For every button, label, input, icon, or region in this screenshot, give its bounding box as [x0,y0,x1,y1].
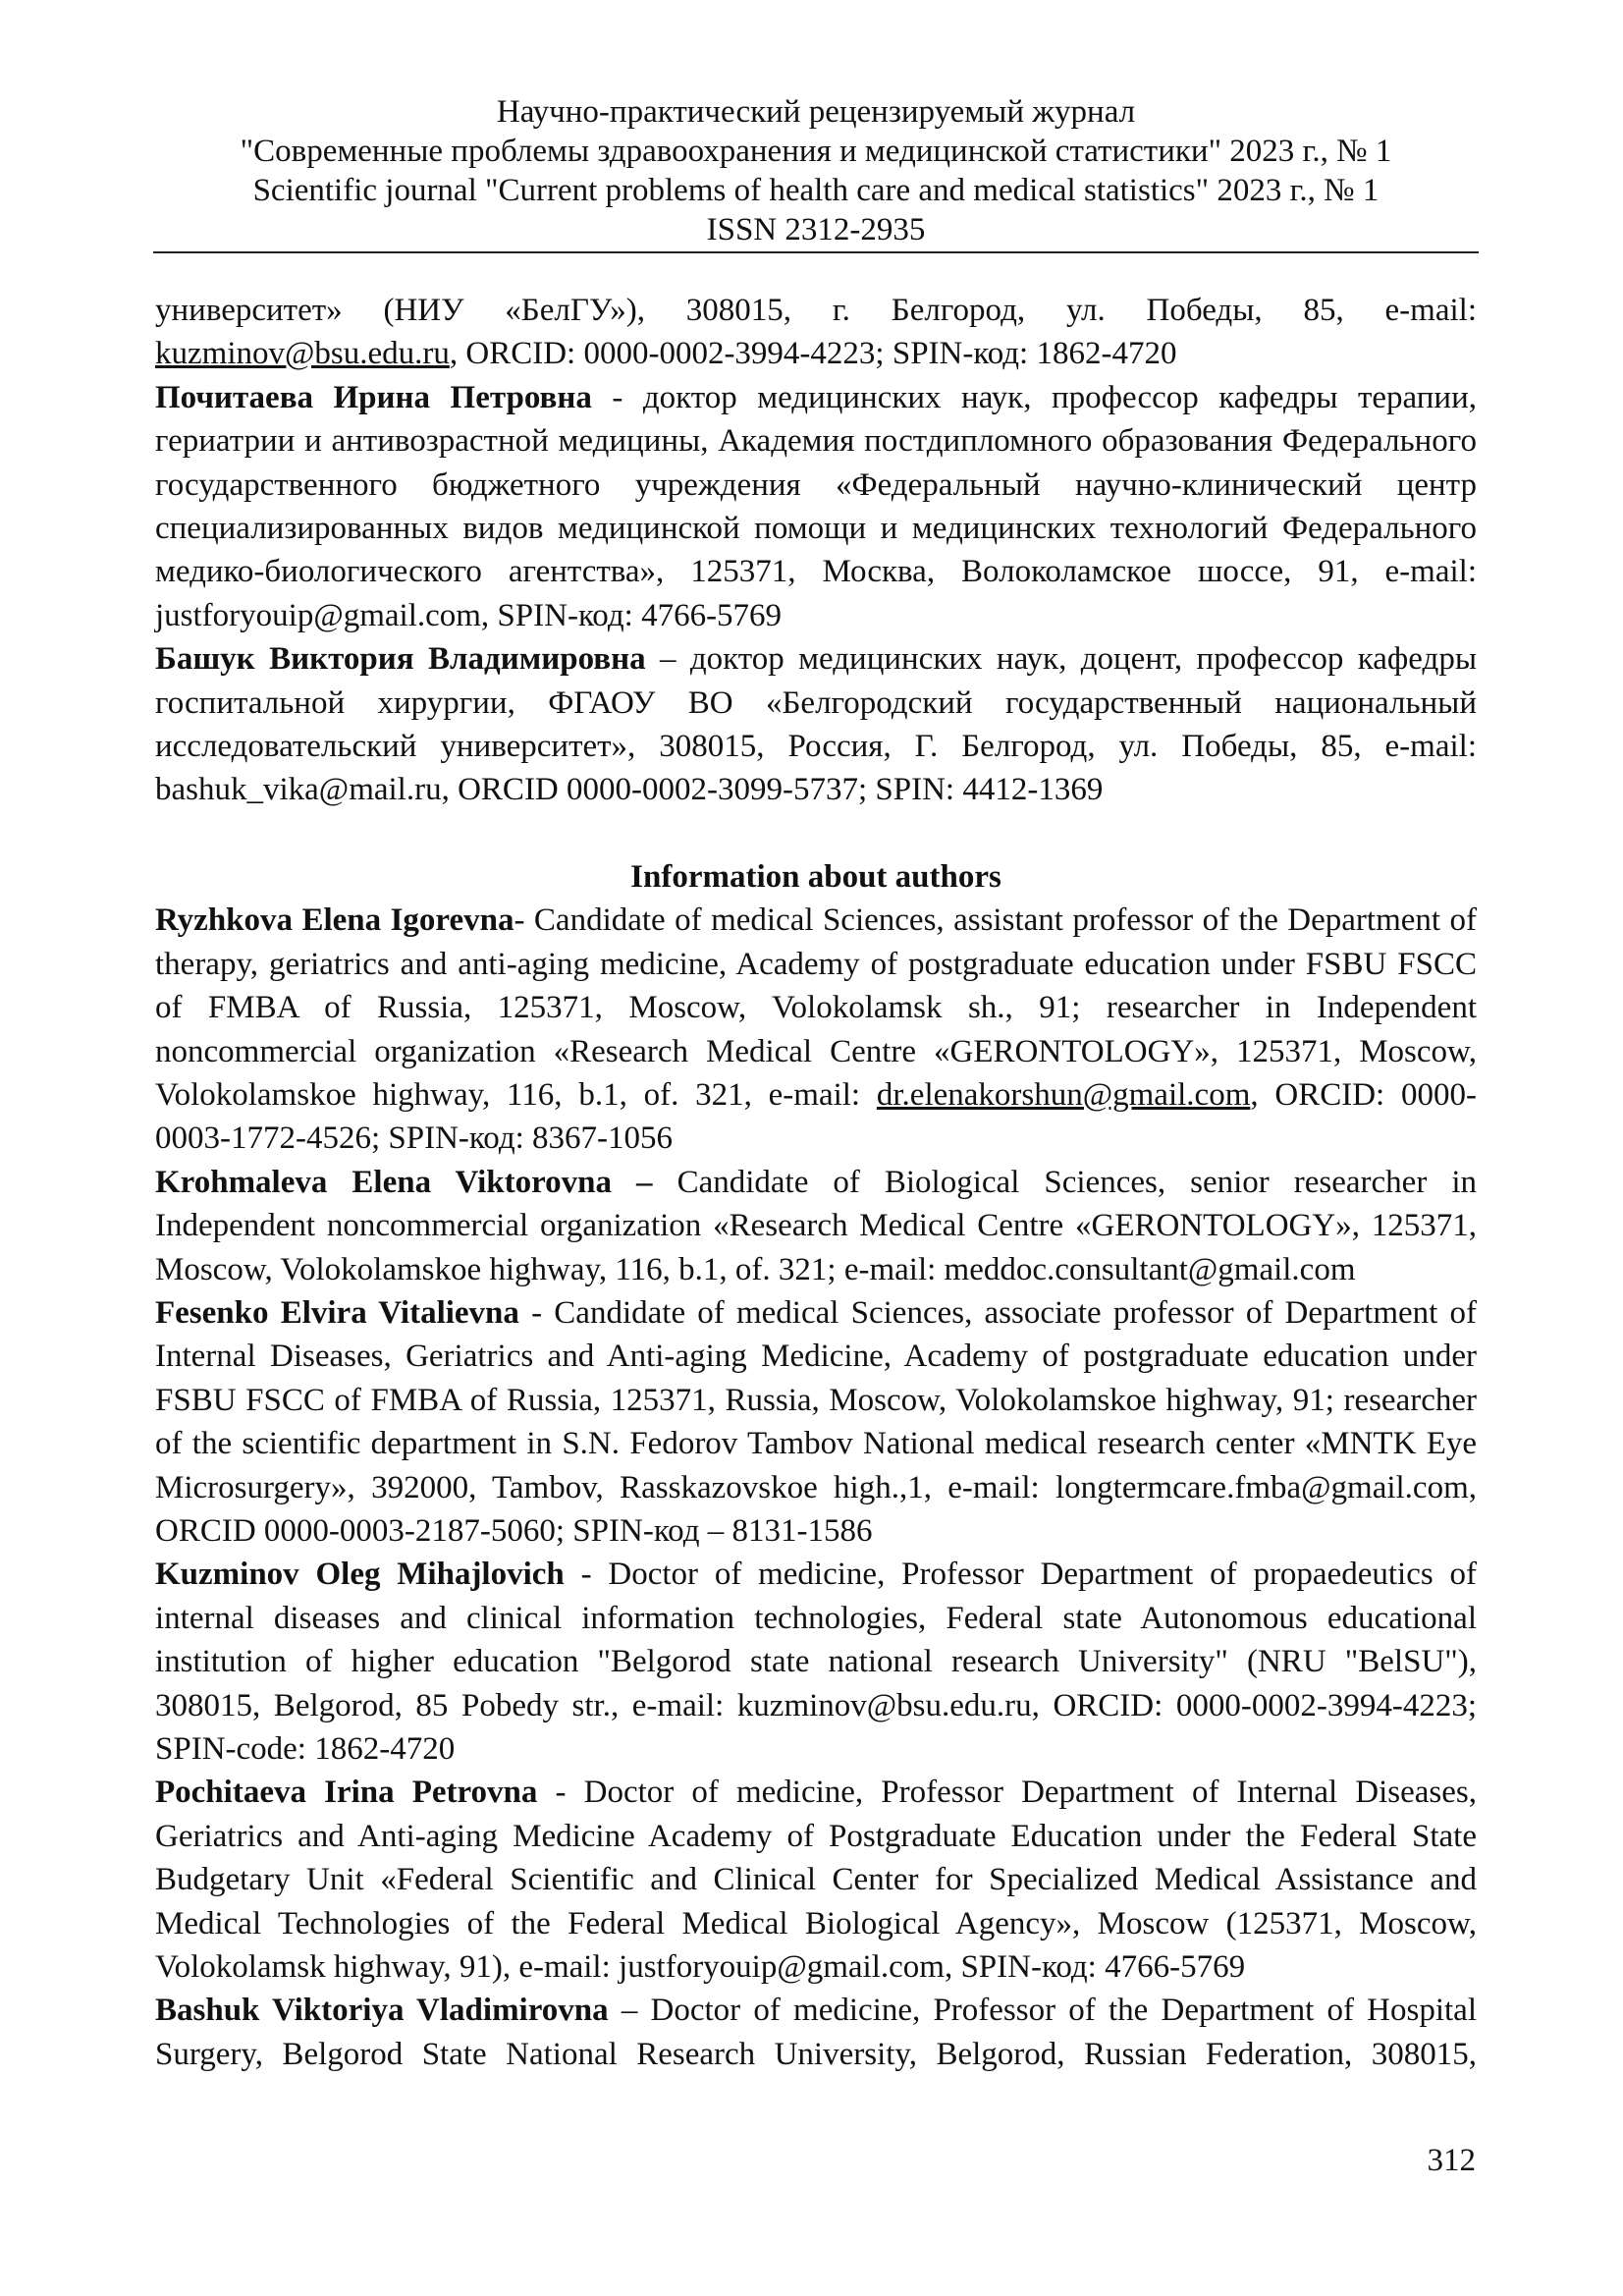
author-name: Почитаева Ирина Петровна [155,379,592,415]
email-link[interactable]: kuzminov@bsu.edu.ru [155,336,450,372]
page-number: 312 [1427,2143,1476,2178]
journal-name-ru: "Современные проблемы здравоохранения и медицинской статистики" 2023 г., № 1 [240,134,1392,169]
author-entry-ru [155,637,1477,812]
author-name: Башук Виктория Владимировна [155,641,646,678]
author-details: - Doctor of medicine, Professor Department of Internal Diseases, Geriatrics and Anti-aging Medicine Academy of Postgraduate Education under the Federal State Budgetary Unit «Federal Scientific and Clinical Center for Specialized Medical Assistance and Medical Technologies of the Federal Medical Biological Agency», Moscow (125371, Moscow, Volokolamsk highway, 91), e-mail: justforyouip@gmail.com, SPIN-код: 4766-5769 [155,1775,1478,1986]
continuation-ids: , ORCID: 0000-0002-3994-4223; SPIN-код: 1862-4720 [449,336,1177,372]
author-entry-en [155,1553,1477,1771]
author-details: - доктор медицинских наук, профессор кафедры терапии, гериатрии и антивозрастной медицины, Академия постдипломного образования Федерального государственного бюджетного учреждения «Федеральный научно-клинический центр специализированных видов медицинской помощи и медицинских технологий Федерального медико-биологического агентства», 125371, Москва, Волоколамское шоссе, 91, e-mail: justforyouip@gmail.com, SPIN-код: 4766-5769 [155,379,1477,633]
author-details: – доктор медицинских наук, доцент, профессор кафедры госпитальной хирургии, ФГАОУ ВО «Белгородский государственный национальный исследовательский университет», 308015, Россия, Г. Белгород, ул. Победы, 85, e-mail: bashuk_vika@mail.ru, ORCID 0000-0002-3099-5737; SPIN: 4412-1369 [155,641,1477,808]
author-entry-en [155,1291,1477,1553]
author-details: - Candidate of medical Sciences, assistant professor of the Department of therapy, geriatrics and anti-aging medicine, Academy of postgraduate education under FSBU FSCC of FMBA of Russia, 125371, Moscow, Volokolamsk sh., 91; researcher in Independent noncommercial organization «Research Medical Centre «GERONTOLOGY», 125371, Moscow, Volokolamskoe highway, 116, b.1, of. 321, e-mail: [155,902,1477,1113]
author-details: – Doctor of medicine, Professor of the Department of Hospital Surgery, Belgorod State National Research University, Belgorod, Russian Federation, 308015, [155,1993,1477,2072]
author-name: Pochitaeva Irina Petrovna [155,1775,538,1811]
journal-name-en: Scientific journal "Current problems of health care and medical statistics" 2023 г., № 1 [252,173,1380,208]
author-name: Fesenko Elvira Vitalievna [155,1294,519,1331]
email-link[interactable]: dr.elenakorshun@gmail.com [876,1076,1251,1113]
author-entry-en [155,1771,1477,1989]
author-entry-en [155,1989,1477,2076]
author-details: Candidate of Biological Sciences, senior researcher in Independent noncommercial organization «Research Medical Centre «GERONTOLOGY», 125371, Moscow, Volokolamskoe highway, 116, b.1, of. 321; e-mail: meddoc.consultant@gmail.com [155,1164,1477,1287]
section-heading: Information about authors [630,858,1001,895]
continuation-text: университет» (НИУ «БелГУ»), 308015, г. Белгород, ул. Победы, 85, e-mail: [155,293,1477,328]
author-ids: , ORCID: 0000-0003-1772-4526; SPIN-код: 8367-1056 [155,1076,1477,1157]
author-name: Bashuk Viktoriya Vladimirovna [155,1993,609,2029]
author-entry-ru [155,376,1477,637]
spacer [155,812,1477,855]
page-body [155,289,1477,2076]
author-name: Krohmaleva Elena Viktorovna – [155,1164,653,1200]
author-entry-en [155,1161,1477,1291]
author-details: - Candidate of medical Sciences, associate professor of Department of Internal Diseases, Geriatrics and Anti-aging Medicine, Academy of postgraduate education under FSBU FSCC of FMBA of Russia, 125371, Russia, Moscow, Volokolamskoe highway, 91; researcher of the scientific department in S.N. Fedorov Tambov National medical research center «MNTK Eye Microsurgery», 392000, Tambov, Rasskazovskoe high.,1, e-mail: longtermcare.fmba@gmail.com, ORCID 0000-0003-2187-5060; SPIN-код – 8131-1586 [155,1294,1477,1549]
issn: ISSN 2312-2935 [706,212,926,247]
author-name: Kuzminov Oleg Mihajlovich [155,1557,565,1593]
author-continuation-ru [155,289,1477,376]
journal-header [153,92,1479,249]
author-entry-en [155,899,1477,1160]
journal-title-ru: Научно-практический рецензируемый журнал [496,94,1136,130]
author-details: - Doctor of medicine, Professor Department of propaedeutics of internal diseases and clinical information technologies, Federal state Autonomous educational institution of higher education "Belgorod state national research University" (NRU "BelSU"), 308015, Belgorod, 85 Pobedy str., e-mail: kuzminov@bsu.edu.ru, ORCID: 0000-0002-3994-4223; SPIN-code: 1862-4720 [155,1557,1477,1767]
header-divider [153,251,1479,253]
author-name: Ryzhkova Elena Igorevna [155,902,514,939]
